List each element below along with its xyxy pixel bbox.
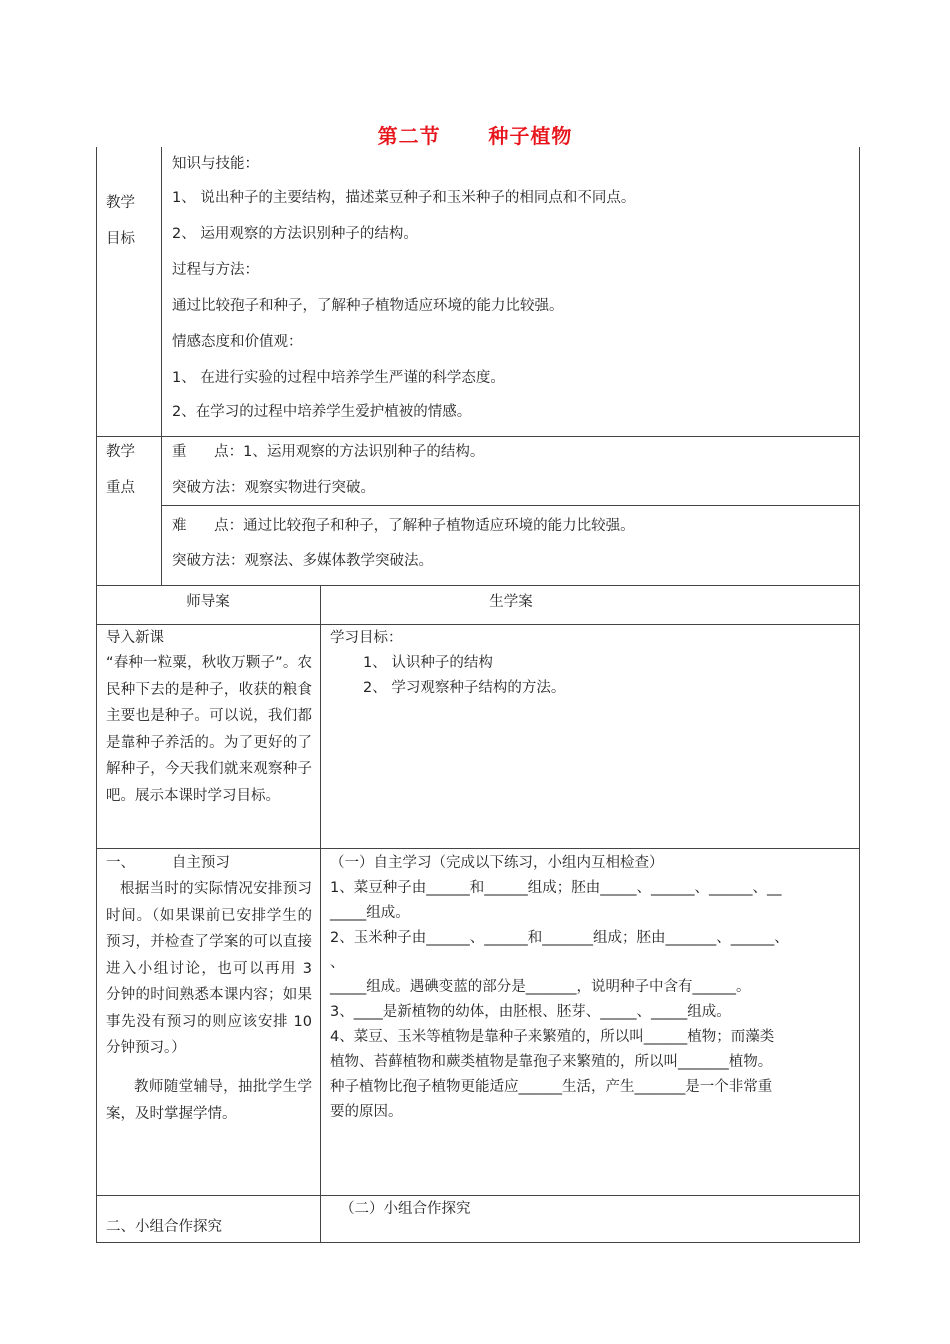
difficult-line: 难 点：通过比较孢子和种子，了解种子植物适应环境的能力比较强。	[172, 518, 635, 534]
goal-item: 1、 认识种子的结构	[363, 655, 493, 671]
objectives-line: 通过比较孢子和种子，了解种子植物适应环境的能力比较强。	[172, 298, 564, 314]
objectives-line: 1、 说出种子的主要结构，描述菜豆种子和玉米种子的相同点和不同点。	[172, 190, 636, 206]
keypoints-line: 重 点：1、运用观察的方法识别种子的结构。	[172, 444, 485, 460]
row-divider-objectives	[96, 436, 860, 437]
keypoints-line: 突破方法：观察实物进行突破。	[172, 480, 375, 496]
objectives-line: 1、 在进行实验的过程中培养学生严谨的科学态度。	[172, 370, 505, 386]
objectives-line: 知识与技能：	[172, 156, 259, 172]
exercise-line: 1、菜豆种子由______和______组成；胚由_____、______、______、__	[330, 880, 782, 896]
objectives-label-2: 目标	[106, 231, 135, 247]
group-heading-right: （二）小组合作探究	[340, 1201, 471, 1217]
goal-heading: 学习目标：	[330, 630, 403, 646]
exercise-line: 、	[330, 955, 345, 971]
row-divider-intro	[96, 848, 860, 849]
row-divider-keypoints	[161, 505, 860, 506]
teacher-case-header: 师导案	[186, 594, 230, 610]
intro-paragraph: “春种一粒粟，秋收万颗子”。农民种下去的是种子，收获的粮食主要也是种子。可以说，我们都是靠种子养活的。为了更好的了解种子，今天我们就来观察种子吧。展示本课时学习目标。	[106, 655, 312, 804]
preview-paragraph-2: 教师随堂辅导，抽批学生学案，及时掌握学情。	[106, 1079, 312, 1122]
exercise-line: 2、玉米种子由______、______和_______组成；胚由_______、______、	[330, 930, 789, 946]
exercise-line: _____组成。	[330, 905, 410, 921]
preview-heading: 一、 自主预习	[106, 855, 230, 871]
preview-paragraph-1: 根据当时的实际情况安排预习时间。（如果课前已安排学生的预习，并检查了学案的可以直接进入小组讨论，也可以再用 3 分钟的时间熟悉本课内容；如果事先没有预习的则应该安排 10 分钟预习。）	[106, 881, 312, 1056]
intro-heading: 导入新课	[106, 630, 164, 646]
keypoints-label-1: 教学	[106, 444, 135, 460]
goal-item: 2、 学习观察种子结构的方法。	[363, 680, 566, 696]
group-heading-left: 二、小组合作探究	[106, 1219, 222, 1235]
objectives-line: 2、在学习的过程中培养学生爱护植被的情感。	[172, 404, 472, 420]
exercise-line: 3、____是新植物的幼体，由胚根、胚芽、_____、_____组成。	[330, 1004, 731, 1020]
row-divider-difficult	[96, 585, 860, 586]
exercise-heading: （一）自主学习（完成以下练习，小组内互相检查）	[330, 855, 664, 871]
table-border-left	[96, 147, 97, 1243]
page-title: 第二节 种子植物	[377, 124, 573, 148]
objectives-line: 过程与方法：	[172, 262, 259, 278]
row-divider-header	[96, 624, 860, 625]
table-border-bottom	[96, 1242, 860, 1243]
exercise-line: 种子植物比孢子植物更能适应______生活，产生_______是一个非常重	[330, 1079, 773, 1095]
row-divider-preview	[96, 1195, 860, 1196]
label-column-divider	[161, 147, 162, 585]
exercise-line: 4、菜豆、玉米等植物是靠种子来繁殖的，所以叫______植物；而藻类	[330, 1029, 775, 1045]
objectives-line: 情感态度和价值观：	[172, 334, 303, 350]
table-border-right	[859, 147, 860, 1243]
objectives-line: 2、 运用观察的方法识别种子的结构。	[172, 226, 418, 242]
exercise-line: 植物、苔藓植物和蕨类植物是靠孢子来繁殖的，所以叫_______植物。	[330, 1054, 773, 1070]
exercise-line: 要的原因。	[330, 1104, 403, 1120]
student-case-header: 生学案	[489, 594, 533, 610]
objectives-label-1: 教学	[106, 195, 135, 211]
exercise-line: _____组成。遇碘变蓝的部分是_______，说明种子中含有______。	[330, 979, 751, 995]
case-column-divider	[320, 585, 321, 1243]
keypoints-label-2: 重点	[106, 480, 135, 496]
difficult-line: 突破方法：观察法、多媒体教学突破法。	[172, 553, 433, 569]
